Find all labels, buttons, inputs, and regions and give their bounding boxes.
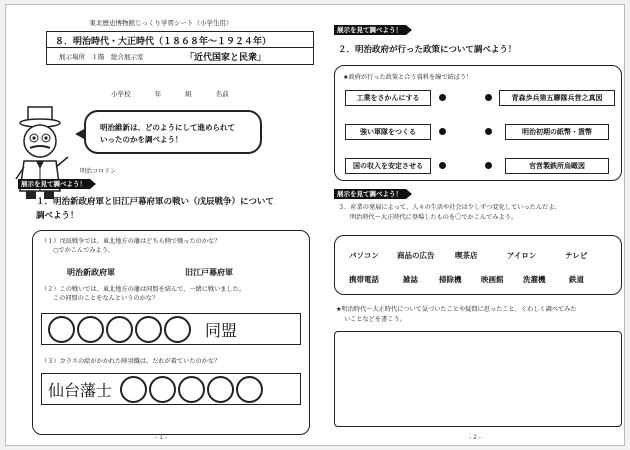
answer-circle[interactable] bbox=[207, 376, 234, 403]
answer-circle[interactable] bbox=[164, 316, 191, 343]
item-cafe[interactable]: 喫茶店 bbox=[455, 251, 478, 260]
match-dot[interactable] bbox=[439, 162, 446, 169]
match-dot[interactable] bbox=[485, 162, 492, 169]
worksheet-spread bbox=[5, 4, 625, 446]
policy-industry[interactable]: 工業をさかんにする bbox=[345, 90, 431, 106]
grade-field[interactable]: 年 bbox=[154, 90, 162, 98]
question-4-line-1: ★明治時代～大正時代について気づいたことや疑問に思ったこと、くわしく調べてみた bbox=[336, 306, 577, 313]
question-3 bbox=[338, 203, 561, 223]
page-2 bbox=[324, 5, 626, 445]
item-tv[interactable]: テレビ bbox=[565, 251, 588, 260]
answer-circle[interactable] bbox=[77, 316, 104, 343]
question-1-box bbox=[32, 230, 310, 435]
answer-circle[interactable] bbox=[120, 376, 147, 403]
name-field[interactable]: 名前 bbox=[215, 90, 229, 98]
material-ironworks-picture[interactable]: 官営製鉄所烏瞰図 bbox=[505, 158, 609, 174]
sub-question-1-line-2: ○でかこんでみよう。 bbox=[53, 247, 115, 254]
answer-circle[interactable] bbox=[236, 376, 263, 403]
policy-military[interactable]: 強い軍隊をつくる bbox=[345, 124, 431, 140]
sub-question-2-line-2: この同盟のことをなんというのかな？ bbox=[53, 295, 159, 302]
question-4 bbox=[336, 305, 577, 325]
answer-2-suffix: 同盟 bbox=[205, 320, 238, 340]
free-writing-box[interactable] bbox=[334, 331, 622, 427]
section-tag: 展示を見て調べよう！ bbox=[18, 179, 90, 189]
sheet-header: 東北歴史博物館じっくり学習シート（小学生用） bbox=[89, 19, 233, 27]
question-2-box bbox=[334, 65, 622, 181]
answer-3-prefix: 仙台藩士 bbox=[48, 380, 113, 400]
school-field[interactable]: 小学校 bbox=[111, 90, 131, 98]
page-number: - 1 - bbox=[155, 434, 167, 441]
sub-question-3: （３）カラスの絵がかかれた陣羽織は、だれが着ていたのかな？ bbox=[41, 358, 221, 365]
answer-circle[interactable] bbox=[48, 316, 75, 343]
question-2: ２．明治政府が行った政策について調べよう！ bbox=[338, 45, 517, 55]
page-1 bbox=[6, 5, 316, 445]
match-dot[interactable] bbox=[485, 94, 492, 101]
exhibit-info bbox=[47, 48, 313, 64]
item-magazine[interactable]: 雑誌 bbox=[403, 275, 418, 284]
answer-box-2[interactable] bbox=[41, 313, 301, 345]
item-cinema[interactable]: 映画館 bbox=[481, 275, 504, 284]
question-1-line-2: 調べよう！ bbox=[36, 211, 79, 221]
army-option-new-government[interactable]: 明治新政府軍 bbox=[67, 268, 115, 277]
exhibit-name: 「近代国家と民衆」 bbox=[185, 53, 267, 63]
question-1-line-1: １．明治新政府軍と旧江戸幕府軍の戦い（戊辰戦争）について bbox=[36, 197, 274, 207]
army-option-shogunate[interactable]: 旧江戸幕府軍 bbox=[185, 268, 233, 277]
material-barracks-picture[interactable]: 青森歩兵第五聯隊兵営之真図 bbox=[499, 90, 615, 106]
page-title: ８．明治時代・大正時代（１８６８年～１９２４年） bbox=[47, 32, 313, 48]
question-3-line-2: 明治時代～大正時代に登場したものを〇でかこんでみよう。 bbox=[350, 214, 518, 221]
title-box bbox=[46, 31, 314, 65]
answer-box-3[interactable] bbox=[41, 373, 301, 405]
matching-hint: ★政府が行った政策と合う資料を線で結ぼう！ bbox=[343, 74, 473, 81]
class-field[interactable]: 組 bbox=[185, 90, 192, 98]
policy-revenue[interactable]: 国の収入を安定させる bbox=[345, 158, 431, 174]
match-dot[interactable] bbox=[439, 94, 446, 101]
question-3-box bbox=[334, 235, 622, 295]
school-fields bbox=[111, 89, 251, 98]
sub-question-1-line-1: （１）戊辰戦争では、東北地方の藩はどちら側で戦ったのかな？ bbox=[41, 238, 221, 245]
item-vacuum[interactable]: 掃除機 bbox=[439, 275, 462, 284]
speech-line-1: 明治維新は、どのようにして進められて bbox=[100, 123, 235, 132]
item-iron[interactable]: アイロン bbox=[507, 251, 537, 260]
item-mobile[interactable]: 携帯電話 bbox=[349, 275, 379, 284]
section-tag: 展示を見て調べよう！ bbox=[334, 25, 406, 35]
exhibit-location: 展示場所 １階 総合展示室 bbox=[59, 53, 144, 61]
answer-circle[interactable] bbox=[178, 376, 205, 403]
speech-line-2: いったのかを調べよう！ bbox=[100, 135, 183, 144]
question-1 bbox=[36, 195, 306, 223]
item-railway[interactable]: 鉄道 bbox=[569, 275, 584, 284]
page-number: - 2 - bbox=[469, 434, 481, 441]
match-dot[interactable] bbox=[439, 128, 446, 135]
answer-circle[interactable] bbox=[135, 316, 162, 343]
answer-circle[interactable] bbox=[149, 376, 176, 403]
speech-bubble bbox=[84, 110, 262, 154]
sub-question-2-line-1: （２）この戦いでは、東北地方の藩は同盟を結んで、一緒に戦いました。 bbox=[41, 286, 246, 293]
question-3-line-1: ３．産業の発展によって、人々の生活や社会は少しずつ変化していったんだよ。 bbox=[338, 204, 561, 211]
mascot-name: 明治コロリン bbox=[80, 168, 117, 175]
item-washer[interactable]: 洗濯機 bbox=[523, 275, 546, 284]
section-tag: 展示を見て調べよう！ bbox=[334, 189, 406, 199]
sub-question-2 bbox=[41, 285, 245, 303]
item-ad[interactable]: 商品の広告 bbox=[397, 251, 435, 260]
item-pc[interactable]: パソコン bbox=[349, 251, 379, 260]
match-dot[interactable] bbox=[485, 128, 492, 135]
sub-question-1 bbox=[41, 237, 220, 255]
answer-circle[interactable] bbox=[106, 316, 133, 343]
material-currency[interactable]: 明治初期の紙幣・貨幣 bbox=[505, 124, 609, 140]
question-4-line-2: いことなどを書こう。 bbox=[344, 316, 406, 323]
